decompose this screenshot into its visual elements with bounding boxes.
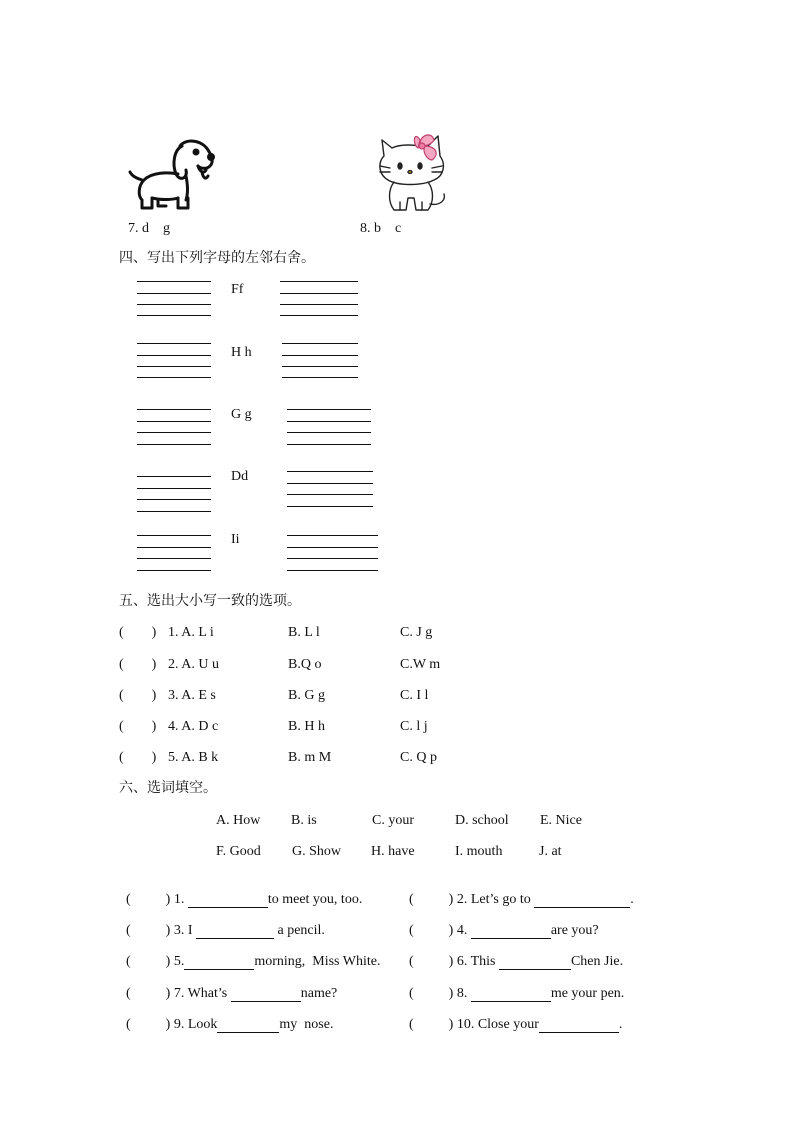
answer-line: [282, 343, 358, 344]
question-suffix: me your pen.: [550, 986, 625, 1001]
word-option: C. your: [372, 813, 414, 828]
blank-line[interactable]: [196, 924, 274, 939]
question-prefix: 9. Look: [173, 1017, 218, 1032]
word-option: J. at: [539, 844, 562, 859]
answer-line: [137, 343, 211, 344]
answer-line: [280, 281, 358, 282]
answer-line: [282, 355, 358, 356]
option-b: B. m M: [288, 750, 332, 765]
answer-line: [137, 432, 211, 433]
answer-line: [137, 366, 211, 367]
answer-paren[interactable]: ( ): [119, 625, 157, 640]
answer-line: [137, 547, 211, 548]
answer-line: [287, 421, 371, 422]
answer-line: [137, 535, 211, 536]
question-suffix: .: [630, 892, 634, 907]
fill-question: [402, 938, 623, 970]
answer-line: [280, 293, 358, 294]
letter-pair: H h: [231, 345, 252, 360]
answer-paren[interactable]: ( ): [409, 986, 454, 1001]
fill-question: [119, 938, 380, 970]
answer-line: [287, 494, 373, 495]
fill-question: [402, 1001, 622, 1033]
fill-question: [402, 907, 599, 939]
question-suffix: are you?: [550, 923, 599, 938]
word-option: G. Show: [292, 844, 342, 859]
question-suffix: my nose.: [279, 1017, 334, 1032]
blank-line[interactable]: [217, 1018, 279, 1033]
answer-line: [137, 488, 211, 489]
letter-pair: Ff: [231, 282, 244, 297]
answer-paren[interactable]: ( ): [126, 1017, 171, 1032]
word-option: H. have: [371, 844, 415, 859]
fill-question: [402, 970, 624, 1002]
question-option-a: 5. A. B k: [168, 750, 219, 765]
answer-line: [137, 377, 211, 378]
answer-line: [282, 366, 358, 367]
word-option: E. Nice: [540, 813, 582, 828]
cat-label: 8. b c: [360, 221, 402, 236]
question-option-a: 3. A. E s: [168, 688, 216, 703]
option-c: C. l j: [400, 719, 428, 734]
answer-paren[interactable]: ( ): [126, 986, 171, 1001]
question-prefix: 3. I: [173, 923, 196, 938]
question-suffix: to meet you, too.: [267, 892, 363, 907]
answer-line: [287, 409, 371, 410]
section-5-title: 五、选出大小写一致的选项。: [119, 593, 301, 609]
dog-image: [128, 136, 218, 214]
blank-line[interactable]: [184, 955, 254, 970]
question-suffix: Chen Jie.: [570, 954, 624, 969]
question-option-a: 4. A. D c: [168, 719, 219, 734]
option-b: B.Q o: [288, 657, 322, 672]
word-option: F. Good: [216, 844, 261, 859]
blank-line[interactable]: [188, 893, 268, 908]
answer-line: [137, 421, 211, 422]
answer-paren[interactable]: ( ): [119, 750, 157, 765]
answer-line: [137, 499, 211, 500]
fill-question: [119, 1001, 333, 1033]
answer-line: [137, 355, 211, 356]
question-prefix: 5.: [173, 954, 185, 969]
letter-pair: Ii: [231, 532, 240, 547]
option-c: C. Q p: [400, 750, 437, 765]
fill-question: [402, 876, 634, 908]
answer-line: [137, 293, 211, 294]
fill-question: [119, 876, 362, 908]
question-prefix: 4.: [456, 923, 471, 938]
answer-line: [137, 281, 211, 282]
question-prefix: 10. Close your: [456, 1017, 539, 1032]
answer-paren[interactable]: ( ): [119, 719, 157, 734]
question-suffix: a pencil.: [274, 923, 325, 938]
answer-line: [137, 558, 211, 559]
blank-line[interactable]: [499, 955, 571, 970]
answer-line: [137, 444, 211, 445]
section-4-title: 四、写出下列字母的左邻右舍。: [119, 250, 315, 266]
answer-line: [137, 315, 211, 316]
option-b: B. L l: [288, 625, 320, 640]
word-option: I. mouth: [455, 844, 503, 859]
question-option-a: 2. A. U u: [168, 657, 219, 672]
answer-line: [280, 304, 358, 305]
option-c: C.W m: [400, 657, 441, 672]
answer-line: [287, 483, 373, 484]
option-b: B. G g: [288, 688, 325, 703]
cat-image: [376, 126, 452, 214]
answer-line: [137, 570, 211, 571]
answer-line: [287, 570, 378, 571]
question-suffix: morning, Miss White.: [254, 954, 381, 969]
answer-line: [287, 547, 378, 548]
answer-line: [282, 377, 358, 378]
answer-line: [137, 409, 211, 410]
answer-line: [137, 304, 211, 305]
letter-pair: Dd: [231, 469, 249, 484]
answer-paren[interactable]: ( ): [126, 923, 171, 938]
blank-line[interactable]: [539, 1018, 619, 1033]
answer-line: [287, 506, 373, 507]
answer-paren[interactable]: ( ): [409, 892, 454, 907]
answer-line: [137, 476, 211, 477]
question-prefix: 6. This: [456, 954, 499, 969]
word-option: B. is: [291, 813, 317, 828]
fill-question: [119, 970, 337, 1002]
answer-paren[interactable]: ( ): [409, 954, 454, 969]
word-option: D. school: [455, 813, 509, 828]
blank-line[interactable]: [231, 987, 301, 1002]
section-6-title: 六、选词填空。: [119, 780, 217, 796]
answer-paren[interactable]: ( ): [409, 923, 454, 938]
option-b: B. H h: [288, 719, 325, 734]
question-prefix: 7. What’s: [173, 986, 231, 1001]
question-option-a: 1. A. L i: [168, 625, 214, 640]
blank-line[interactable]: [534, 893, 630, 908]
question-prefix: 1.: [173, 892, 188, 907]
answer-line: [287, 535, 378, 536]
answer-line: [287, 444, 371, 445]
option-c: C. I l: [400, 688, 429, 703]
question-prefix: 8.: [456, 986, 471, 1001]
answer-line: [280, 315, 358, 316]
answer-paren[interactable]: ( ): [119, 688, 157, 703]
answer-line: [287, 471, 373, 472]
word-option: A. How: [216, 813, 261, 828]
answer-paren[interactable]: ( ): [126, 892, 171, 907]
answer-paren[interactable]: ( ): [409, 1017, 454, 1032]
blank-line[interactable]: [471, 987, 551, 1002]
question-prefix: 2. Let’s go to: [456, 892, 535, 907]
question-suffix: name?: [300, 986, 338, 1001]
answer-line: [137, 511, 211, 512]
blank-line[interactable]: [471, 924, 551, 939]
answer-line: [287, 432, 371, 433]
fill-question: [119, 907, 325, 939]
answer-line: [287, 558, 378, 559]
answer-paren[interactable]: ( ): [126, 954, 171, 969]
option-c: C. J g: [400, 625, 433, 640]
dog-label: 7. d g: [128, 221, 170, 236]
answer-paren[interactable]: ( ): [119, 657, 157, 672]
letter-pair: G g: [231, 407, 252, 422]
question-suffix: .: [618, 1017, 623, 1032]
